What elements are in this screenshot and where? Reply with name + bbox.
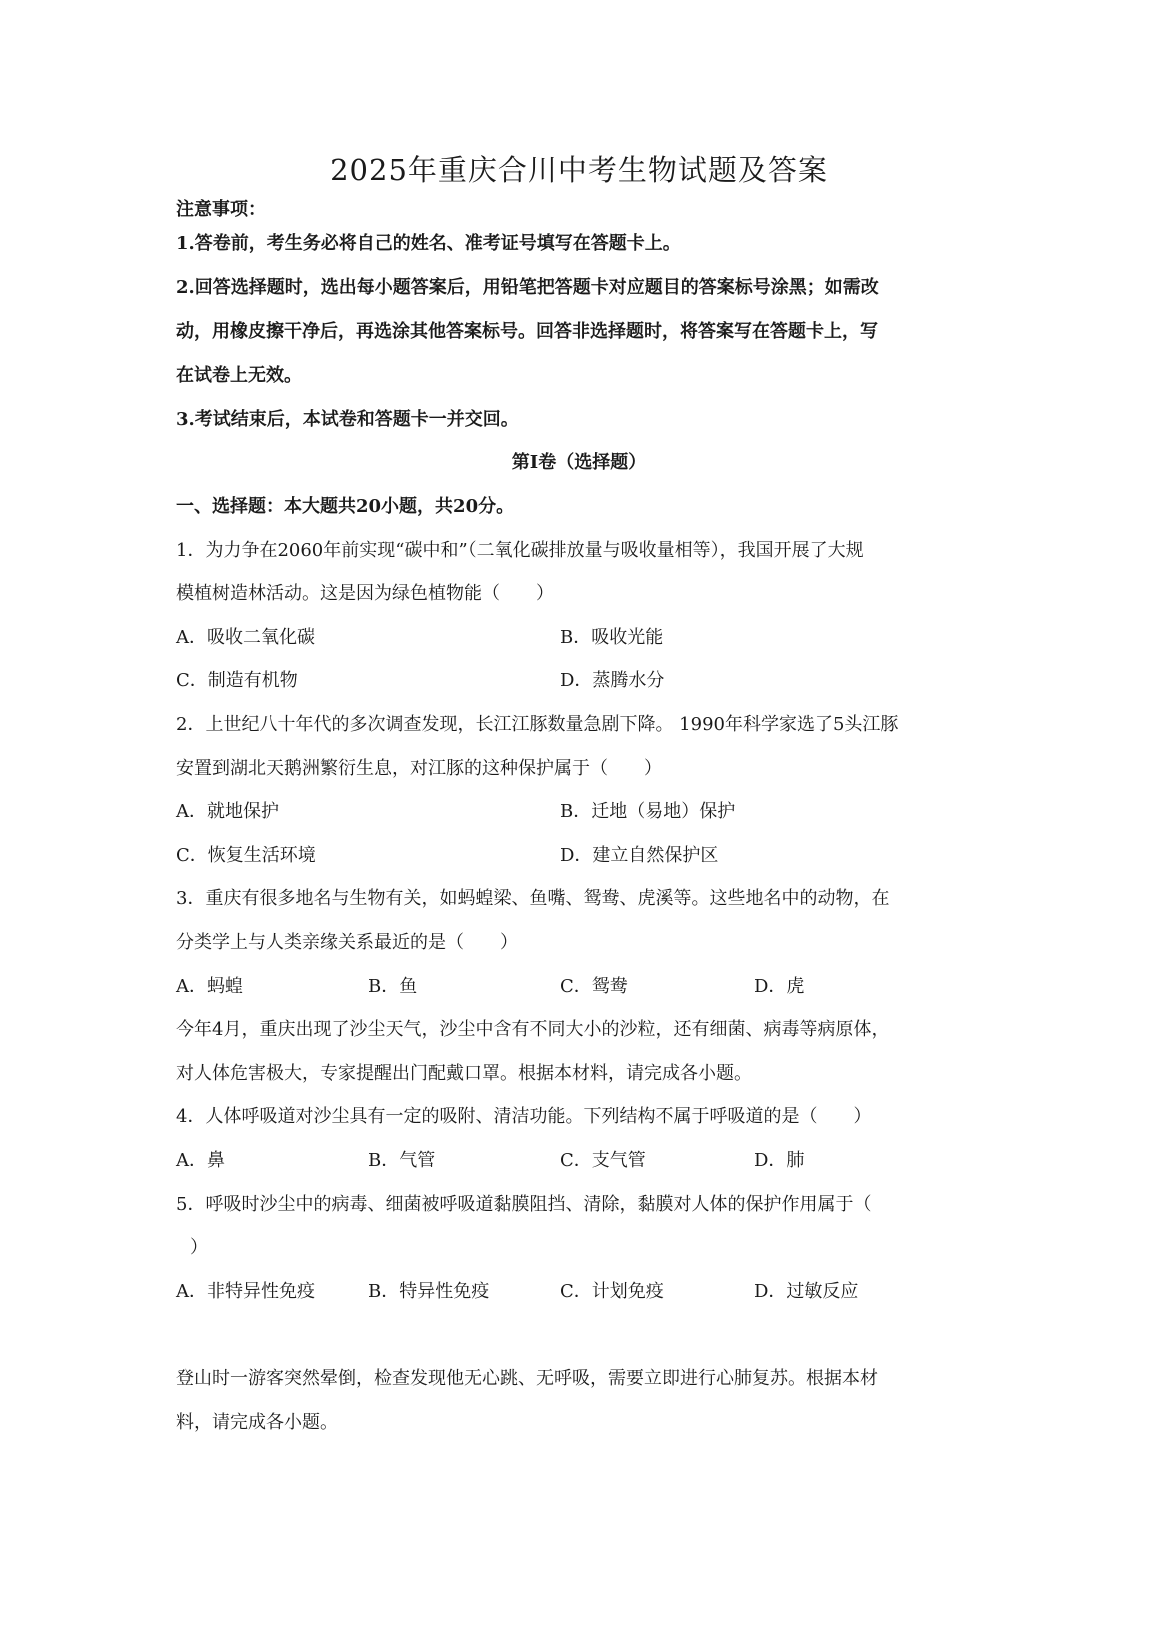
section-title: 一、选择题：本大题共20小题，共20分。 — [176, 496, 515, 517]
notice-item-1: 1.答卷前，考生务必将自己的姓名、准考证号填写在答题卡上。 — [176, 233, 681, 254]
question-4-option-a: A．鼻 — [176, 1150, 225, 1171]
question-5-option-d: D．过敏反应 — [754, 1281, 859, 1302]
notice-item-2-line-1: 2.回答选择题时，选出每小题答案后，用铅笔把答题卡对应题目的答案标号涂黑；如需改 — [176, 277, 879, 298]
question-2-option-c: C．恢复生活环境 — [176, 845, 316, 866]
material-2-line-1: 登山时一游客突然晕倒，检查发现他无心跳、无呼吸，需要立即进行心肺复苏。根据本材 — [176, 1368, 878, 1389]
notice-item-2-line-2: 动，用橡皮擦干净后，再选涂其他答案标号。回答非选择题时，将答案写在答题卡上，写 — [176, 321, 878, 342]
volume-title: 第I卷（选择题） — [511, 452, 647, 473]
question-4-option-b: B．气管 — [368, 1150, 436, 1171]
question-4-line-1: 4．人体呼吸道对沙尘具有一定的吸附、清洁功能。下列结构不属于呼吸道的是（ ） — [176, 1106, 872, 1127]
question-5-option-c: C．计划免疫 — [560, 1281, 664, 1302]
material-2-line-2: 料，请完成各小题。 — [176, 1412, 338, 1433]
question-1-line-1: 1．为力争在2060年前实现“碳中和”（二氧化碳排放量与吸收量相等），我国开展了大规 — [176, 540, 864, 561]
question-2-option-a: A．就地保护 — [176, 801, 279, 822]
question-3-option-c: C．鸳鸯 — [560, 976, 628, 997]
page-title: 2025年重庆合川中考生物试题及答案 — [330, 153, 828, 187]
question-2-line-2: 安置到湖北天鹅洲繁衍生息，对江豚的这种保护属于（ ） — [176, 758, 662, 779]
question-1-option-a: A．吸收二氧化碳 — [176, 627, 315, 648]
question-1-option-b: B．吸收光能 — [560, 627, 664, 648]
question-5-line-1: 5．呼吸时沙尘中的病毒、细菌被呼吸道黏膜阻挡、清除，黏膜对人体的保护作用属于（ — [176, 1194, 872, 1215]
question-3-option-b: B．鱼 — [368, 976, 418, 997]
notice-item-2-line-3: 在试卷上无效。 — [176, 365, 302, 386]
question-1-line-2: 模植树造林活动。这是因为绿色植物能（ ） — [176, 583, 554, 604]
material-1-line-2: 对人体危害极大，专家提醒出门配戴口罩。根据本材料，请完成各小题。 — [176, 1063, 752, 1084]
question-2-line-1: 2．上世纪八十年代的多次调查发现，长江江豚数量急剧下降。 1990年科学家选了5头江豚 — [176, 714, 899, 735]
question-3-option-a: A．蚂蝗 — [176, 976, 243, 997]
notice-item-3: 3.考试结束后，本试卷和答题卡一并交回。 — [176, 409, 519, 430]
question-3-option-d: D．虎 — [754, 976, 805, 997]
question-5-line-2: ） — [190, 1237, 208, 1258]
question-5-option-a: A．非特异性免疫 — [176, 1281, 315, 1302]
question-3-line-2: 分类学上与人类亲缘关系最近的是（ ） — [176, 932, 518, 953]
question-3-line-1: 3．重庆有很多地名与生物有关，如蚂蝗梁、鱼嘴、鸳鸯、虎溪等。这些地名中的动物，在 — [176, 888, 890, 909]
question-4-option-c: C．支气管 — [560, 1150, 646, 1171]
question-2-option-d: D．建立自然保护区 — [560, 845, 719, 866]
question-5-option-b: B．特异性免疫 — [368, 1281, 490, 1302]
question-1-option-c: C．制造有机物 — [176, 670, 298, 691]
notice-heading: 注意事项： — [176, 199, 266, 220]
question-4-option-d: D．肺 — [754, 1150, 805, 1171]
question-2-option-b: B．迁地（易地）保护 — [560, 801, 736, 822]
question-1-option-d: D．蒸腾水分 — [560, 670, 665, 691]
material-1-line-1: 今年4月，重庆出现了沙尘天气，沙尘中含有不同大小的沙粒，还有细菌、病毒等病原体， — [176, 1019, 890, 1040]
